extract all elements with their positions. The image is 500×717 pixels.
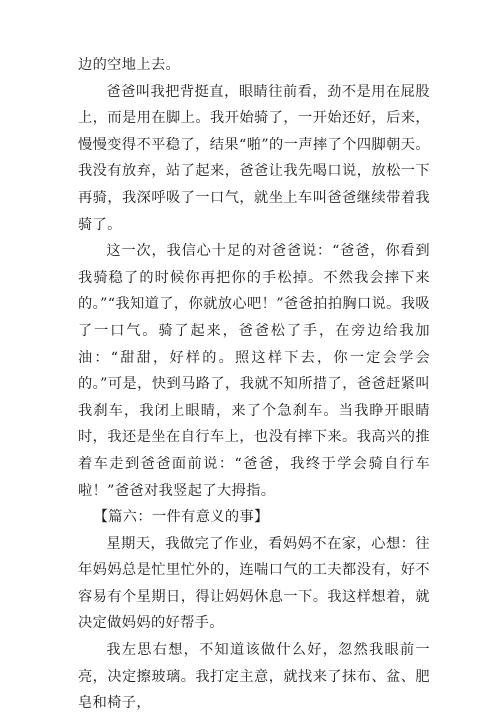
paragraph: 边的空地上去。 xyxy=(78,57,181,73)
paragraph: 爸爸叫我把背挺直，眼睛往前看，劲不是用在屁股上，而是用在脚上。我开始骑了，一开始还好，后来，慢慢变得不平稳了，结果“啪”的一声摔了个四脚朝天。我没有放弃，站了起来，爸爸让我先喝口说，放松一下再骑，我深呼吸了一口气，就坐上车叫爸爸继续带着我骑了。 xyxy=(78,83,430,233)
section-heading: 【篇六：一件有意义的事】 xyxy=(93,509,269,526)
paragraph: 我左思右想，不知道该做什么好，忽然我眼前一亮，决定擦玻璃。我打定主意，就找来了抹布、盆、肥皂和椅子， xyxy=(78,642,430,712)
document-page xyxy=(78,52,430,717)
paragraph: 星期天，我做完了作业，看妈妈不在家，心想：往年妈妈总是忙里忙外的，连喘口气的工夫都没有，好不容易有个星期日，得让妈妈休息一下。我这样想着，就决定做妈妈的好帮手。 xyxy=(78,535,430,632)
paragraph: 这一次，我信心十足的对爸爸说：“爸爸，你看到我骑稳了的时候你再把你的手松掉。不然我会摔下来的。”“我知道了，你就放心吧！”爸爸拍拍胸口说。我吸了一口气。骑了起来，爸爸松了手，在旁边给我加油：“甜甜，好样的。照这样下去，你一定会学会的。”可是，快到马路了，我就不知所措了，爸爸赶紧叫我刹车，我闭上眼睛，来了个急刹车。当我睁开眼睛时，我还是坐在自行车上，也没有摔下来。我高兴的推着车走到爸爸面前说：“爸爸，我终于学会骑自行车啦！”爸爸对我竖起了大拇指。 xyxy=(78,243,430,499)
